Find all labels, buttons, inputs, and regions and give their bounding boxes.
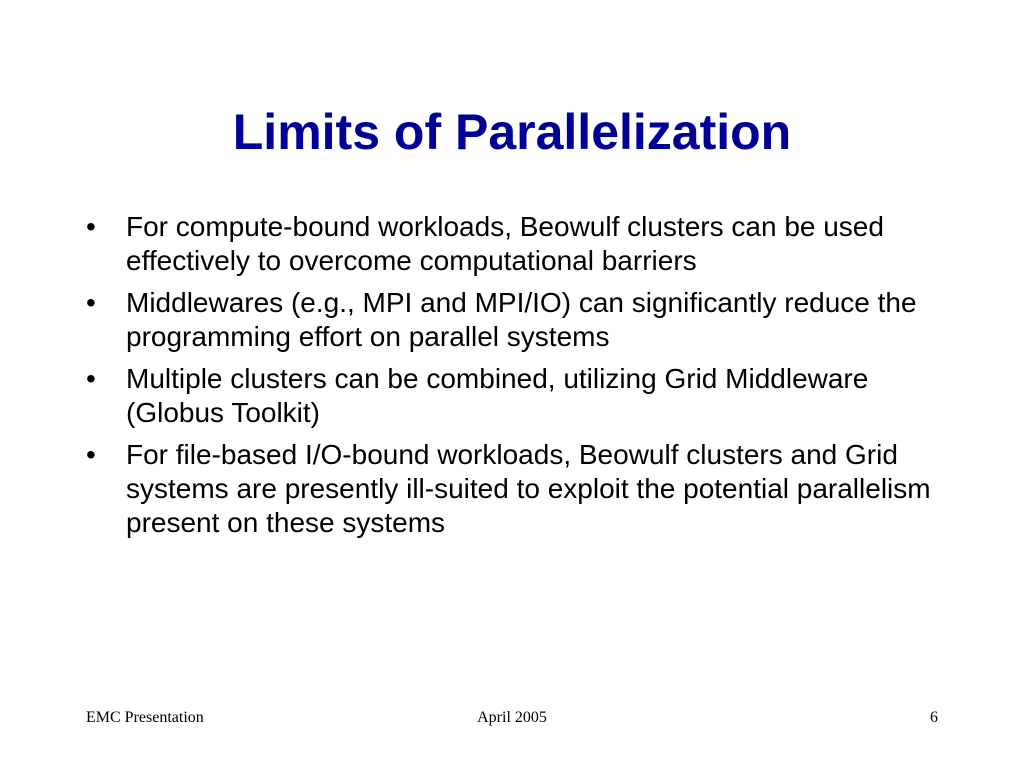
- bullet-icon: •: [86, 287, 96, 318]
- bullet-item: [86, 362, 956, 430]
- bullet-icon: •: [86, 439, 96, 470]
- slide-title: Limits of Parallelization: [232, 104, 792, 160]
- footer-date: April 2005: [477, 709, 547, 726]
- bullet-item: [86, 438, 956, 540]
- bullet-list: [86, 210, 956, 548]
- bullet-icon: •: [86, 211, 96, 242]
- bullet-text: For compute-bound workloads, Beowulf clusters can be used effectively to overcome computational barriers: [126, 211, 884, 276]
- bullet-text: Middlewares (e.g., MPI and MPI/IO) can significantly reduce the programming effort on parallel systems: [126, 287, 917, 352]
- footer-page-number: 6: [930, 709, 938, 726]
- bullet-icon: •: [86, 363, 96, 394]
- bullet-item: [86, 286, 956, 354]
- footer-presentation-name: EMC Presentation: [86, 709, 204, 726]
- bullet-text: For file-based I/O-bound workloads, Beowulf clusters and Grid systems are presently ill-suited to exploit the potential parallelism present on these systems: [126, 439, 931, 538]
- bullet-text: Multiple clusters can be combined, utilizing Grid Middleware (Globus Toolkit): [126, 363, 869, 428]
- bullet-item: [86, 210, 956, 278]
